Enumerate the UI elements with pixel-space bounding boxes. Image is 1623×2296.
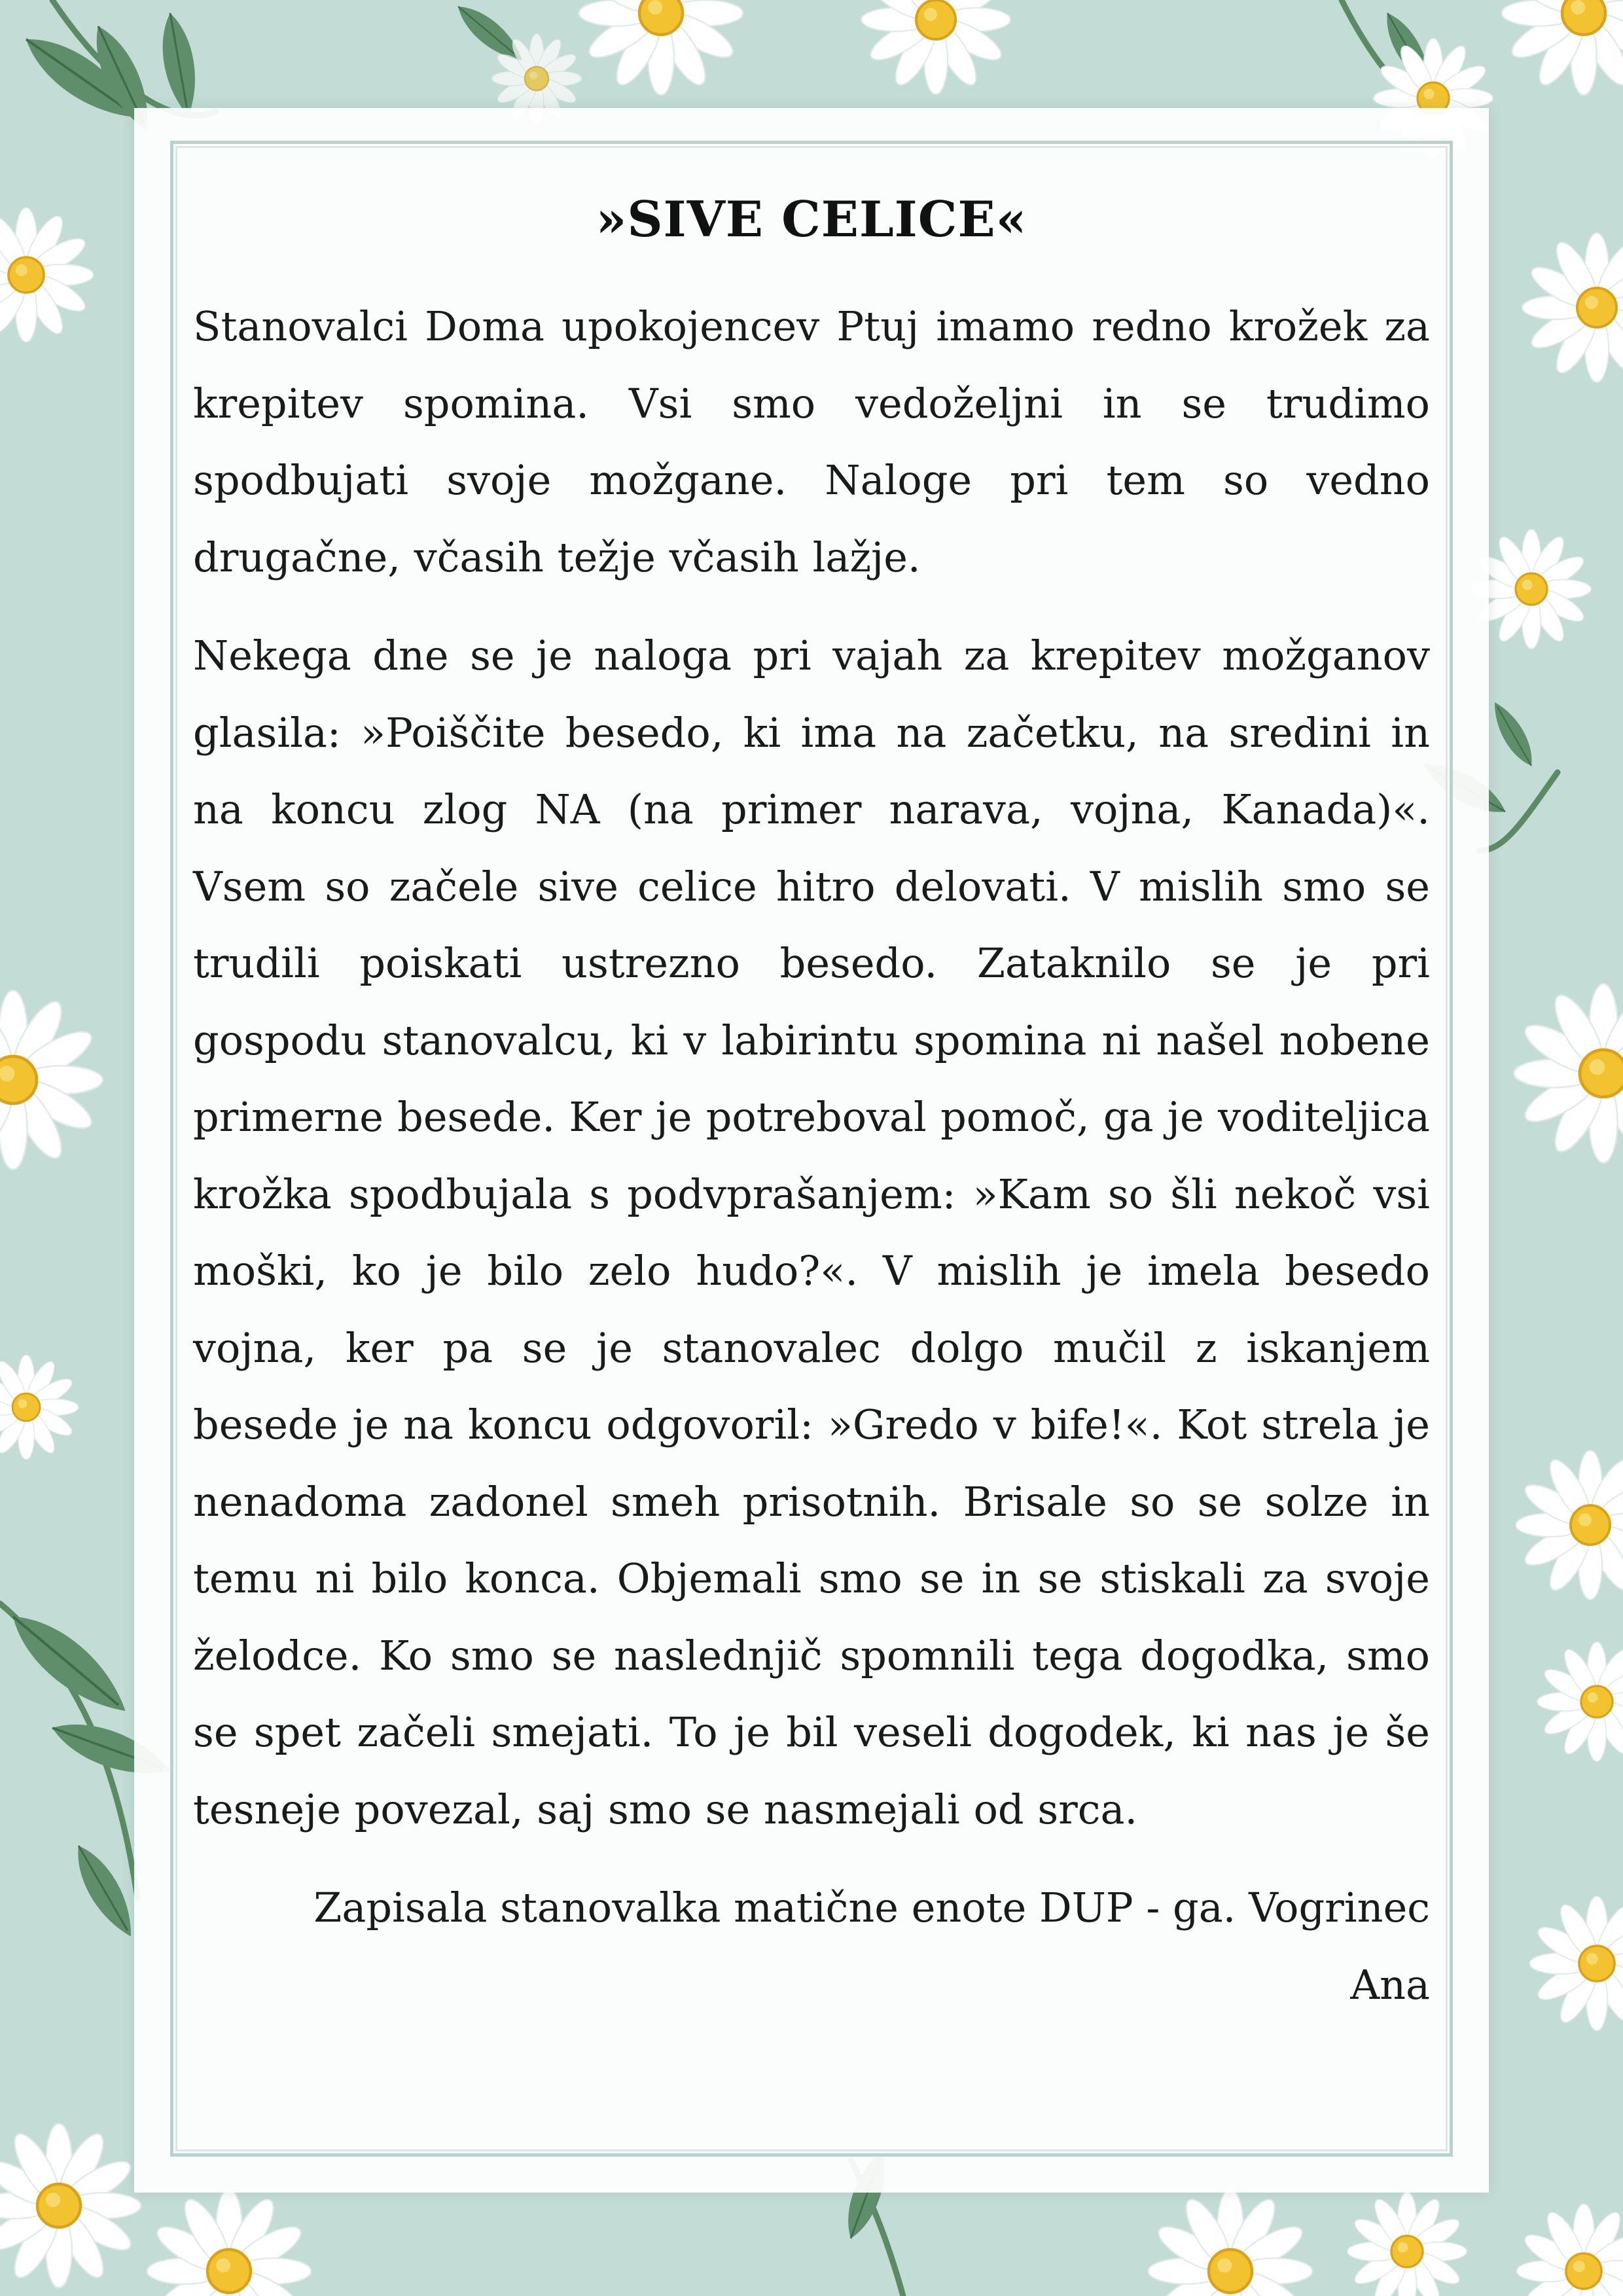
story-title: »SIVE CELICE« — [596, 190, 1027, 248]
story-signature: Zapisala stanovalka matične enote DUP - ga. Vogrinec Ana — [313, 1884, 1430, 2009]
story-paragraph-2: Nekega dne se je naloga pri vajah za krepitev možganov glasila: »Poiščite besedo, ki ima na začetku, na sredini in na koncu zlog NA (na primer narava, vojna, Kanada)«. Vsem so začele sive celice hitro delovati. V mislih smo se trudili poiskati ustrezno besedo. Zataknilo se je pri gospodu stanovalcu, ki v labirintu spomina ni našel nobene primerne besede. Ker je potreboval pomoč, ga je voditeljica krožka spodbujala s podvprašanjem: »Kam so šli nekoč vsi moški, ko je bilo zelo hudo?«. V mislih je imela besedo vojna, ker pa se je stanovalec dolgo mučil z iskanjem besede je na koncu odgovoril: »Gredo v bife!«. Kot strela je nenadoma zadonel smeh prisotnih. Brisale so se solze in temu ni bilo konca. Objemali smo se in se stiskali za svoje želodce. Ko smo se naslednjič spomnili tega dogodka, smo se spet začeli smejati. To je bil veseli dogodek, ki nas je še tesneje povezal, saj smo se nasmejali od srca. — [193, 632, 1430, 1833]
story-paragraph-1: Stanovalci Doma upokojencev Ptuj imamo redno krožek za krepitev spomina. Vsi smo vedoželjni in se trudimo spodbujati svoje možgane. Naloge pri tem so vedno drugačne, včasih težje včasih lažje. — [193, 302, 1430, 581]
story-content — [193, 190, 1430, 2023]
